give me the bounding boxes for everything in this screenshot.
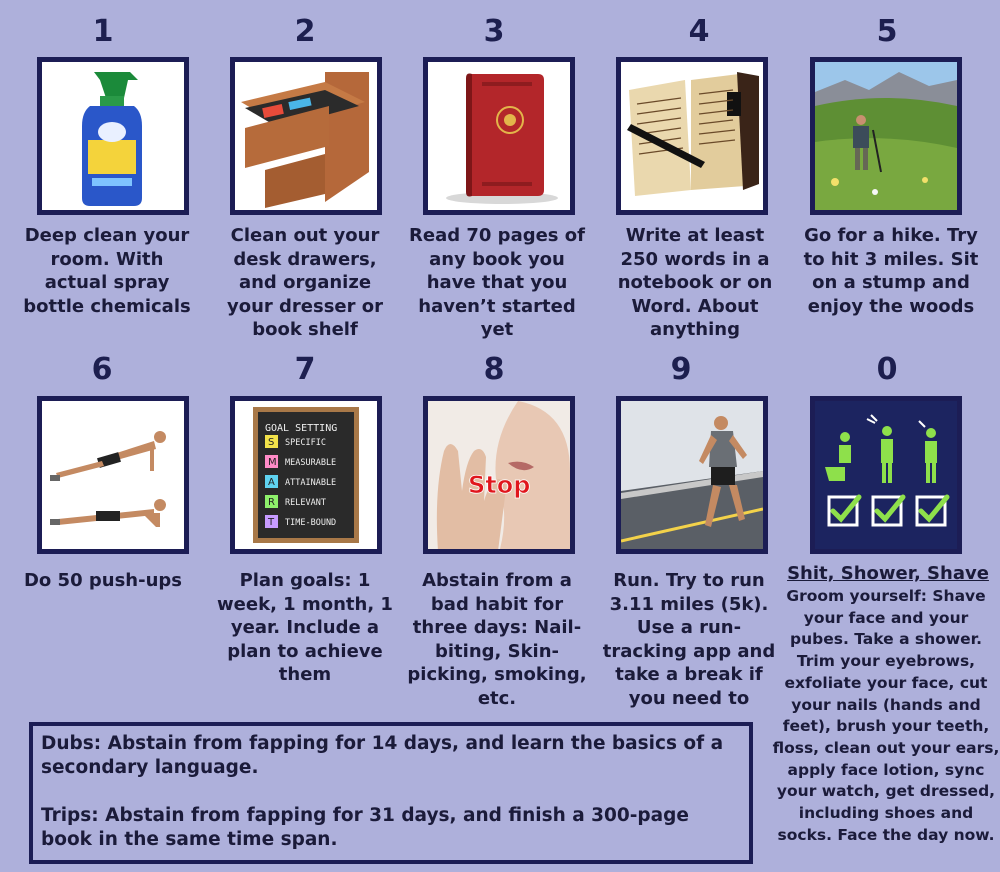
chalkboard-letter: S: [268, 437, 275, 448]
shave-title: Shit, Shower, Shave: [787, 563, 989, 584]
task-number-2: 2: [294, 14, 316, 49]
bonus-dubs: Dubs: Abstain from fapping for 14 days, and learn the basics of a secondary language.: [41, 733, 724, 778]
spray-bottle-icon: [42, 62, 184, 210]
chalkboard-word: TIME-BOUND: [285, 518, 337, 528]
chalkboard-word: ATTAINABLE: [285, 478, 337, 488]
task-caption-9: Run. Try to run 3.11 miles (5k). Use a run-tracking app and take a break if you need to: [602, 570, 776, 709]
shave-body: Groom yourself: Shave your face and your pubes. Take a shower. Trim your eyebrows, exfoliate your face, cut your nails (hands and feet), brush your teeth, floss, clean out your ears, apply face lotion, sync your watch, get dressed, including shoes and socks. Face the day now.: [772, 587, 1000, 844]
nail-biting-image: [423, 396, 575, 554]
task-caption-7: Plan goals: 1 week, 1 month, 1 year. Include a plan to achieve them: [217, 570, 393, 685]
desk-drawer-image: [230, 57, 382, 215]
chalkboard-letter: R: [268, 497, 275, 508]
task-caption-8: Abstain from a bad habit for three days: Nail-biting, Skin-picking, smoking, etc.: [407, 570, 587, 709]
task-number-5: 5: [876, 14, 898, 49]
bonus-box: [29, 722, 753, 864]
chalkboard-letter: T: [268, 517, 275, 528]
chalkboard-word: SPECIFIC: [285, 438, 326, 448]
desk-drawer-icon: [235, 62, 377, 210]
hiker-image: [810, 57, 962, 215]
push-up-icon: [42, 401, 184, 549]
chalkboard-letter: A: [268, 477, 275, 488]
groom-checklist-image: [810, 396, 962, 554]
hiker-mountain-icon: [815, 62, 957, 210]
spray-bottle-image: [37, 57, 189, 215]
task-caption-6: Do 50 push-ups: [23, 570, 182, 591]
red-book-icon: [428, 62, 570, 210]
task-number-8: 8: [483, 352, 505, 387]
task-caption-3: Read 70 pages of any book you have that you haven’t started yet: [409, 225, 585, 340]
task-caption-1: Deep clean your room. With actual spray bottle chemicals: [23, 225, 191, 317]
notebook-pen-image: [616, 57, 768, 215]
push-up-image: [37, 396, 189, 554]
stop-sign-label: Stop: [468, 471, 531, 499]
chalkboard-title: GOAL SETTING: [265, 423, 338, 434]
task-number-9: 9: [670, 352, 692, 387]
task-number-3: 3: [483, 14, 505, 49]
groom-checklist-icon: [815, 401, 957, 549]
task-caption-4: Write at least 250 words in a notebook or on Word. About anything: [617, 225, 773, 340]
nail-biting-icon: [428, 401, 570, 549]
chalkboard-word: MEASURABLE: [285, 458, 337, 468]
task-caption-5: Go for a hike. Try to hit 3 miles. Sit on a stump and enjoy the woods: [803, 225, 979, 317]
chalkboard-letter: M: [268, 457, 277, 468]
chalkboard-word: RELEVANT: [285, 498, 326, 508]
notebook-pen-icon: [621, 62, 763, 210]
task-number-0: 0: [876, 352, 898, 387]
task-number-1: 1: [92, 14, 114, 49]
task-number-6: 6: [91, 352, 113, 387]
runner-icon: [621, 401, 763, 549]
bonus-trips: Trips: Abstain from fapping for 31 days, and finish a 300-page book in the same time span.: [41, 805, 689, 850]
goal-chalkboard-icon: [235, 401, 377, 549]
task-number-4: 4: [688, 14, 710, 49]
task-caption-2: Clean out your desk drawers, and organize your dresser or book shelf: [226, 225, 384, 340]
task-number-7: 7: [294, 352, 316, 387]
goal-chalkboard-image: [230, 396, 382, 554]
runner-image: [616, 396, 768, 554]
red-book-image: [423, 57, 575, 215]
